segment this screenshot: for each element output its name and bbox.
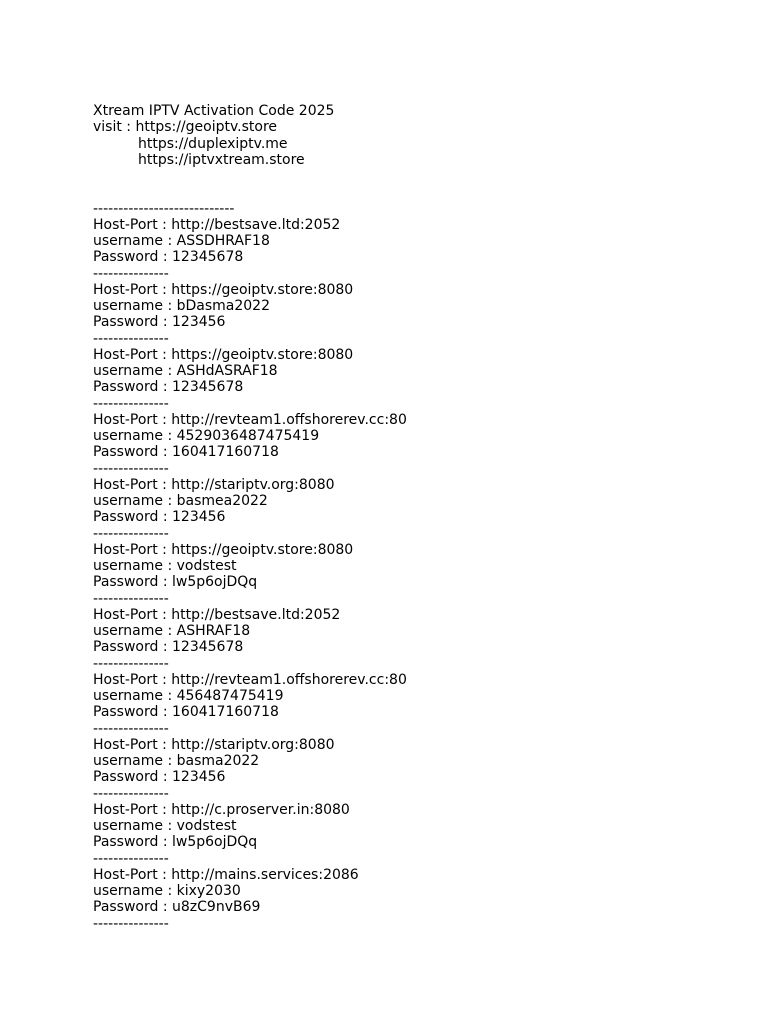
password-line: Password : 123456 (93, 314, 226, 331)
host-port-line: Host-Port : http://revteam1.offshorerev.cc:80 (93, 411, 407, 428)
username-line: username : basmea2022 (93, 493, 268, 509)
host-port-line: Host-Port : http://bestsave.ltd:2052 (93, 216, 341, 233)
host-port-line: Host-Port : http://stariptv.org:8080 (93, 736, 335, 753)
entry-separator: --------------- (93, 265, 169, 282)
username-line: username : ASHRAF18 (93, 623, 251, 639)
password-line: Password : 12345678 (93, 249, 244, 266)
credential-entry (93, 477, 733, 542)
host-port-line: Host-Port : http://stariptv.org:8080 (93, 476, 335, 493)
host-port-line: Host-Port : http://bestsave.ltd:2052 (93, 606, 341, 623)
password-line: Password : u8zC9nvB69 (93, 899, 261, 916)
password-line: Password : 123456 (93, 509, 226, 526)
entry-separator: --------------- (93, 785, 169, 802)
credential-entry (93, 282, 733, 347)
password-line: Password : lw5p6ojDQq (93, 834, 258, 851)
document-page (93, 103, 733, 932)
password-line: Password : 160417160718 (93, 704, 279, 721)
credential-entry (93, 737, 733, 802)
host-port-line: Host-Port : https://geoiptv.store:8080 (93, 346, 354, 363)
username-line: username : kixy2030 (93, 883, 241, 899)
host-port-line: Host-Port : http://c.proserver.in:8080 (93, 801, 350, 818)
entry-separator: --------------- (93, 850, 169, 867)
visit-line[interactable]: visit : https://geoiptv.store (93, 119, 278, 136)
username-line: username : 456487475419 (93, 688, 284, 704)
entry-separator: --------------- (93, 915, 169, 932)
entry-separator: --------------- (93, 330, 169, 347)
entry-separator: --------------- (93, 395, 169, 412)
host-port-line: Host-Port : https://geoiptv.store:8080 (93, 541, 354, 558)
link-duplexiptv[interactable]: https://duplexiptv.me (138, 135, 288, 152)
username-line: username : bDasma2022 (93, 298, 270, 314)
entry-separator: --------------- (93, 525, 169, 542)
credential-entry (93, 607, 733, 672)
username-line: username : basma2022 (93, 753, 260, 769)
credential-entry (93, 412, 733, 477)
host-port-line: Host-Port : http://mains.services:2086 (93, 866, 359, 883)
credential-entry (93, 672, 733, 737)
document-title: Xtream IPTV Activation Code 2025 (93, 103, 335, 119)
password-line: Password : 160417160718 (93, 444, 279, 461)
credential-entry (93, 347, 733, 412)
password-line: Password : 12345678 (93, 379, 244, 396)
username-line: username : ASSDHRAF18 (93, 233, 270, 249)
top-separator: ---------------------------- (93, 200, 235, 217)
host-port-line: Host-Port : https://geoiptv.store:8080 (93, 281, 354, 298)
entry-separator: --------------- (93, 590, 169, 607)
password-line: Password : lw5p6ojDQq (93, 574, 258, 591)
credential-entry (93, 542, 733, 607)
password-line: Password : 123456 (93, 769, 226, 786)
username-line: username : vodstest (93, 818, 237, 834)
entry-separator: --------------- (93, 655, 169, 672)
entry-separator: --------------- (93, 460, 169, 477)
password-line: Password : 12345678 (93, 639, 244, 656)
username-line: username : vodstest (93, 558, 237, 574)
host-port-line: Host-Port : http://revteam1.offshorerev.cc:80 (93, 671, 407, 688)
link-iptvxtream[interactable]: https://iptvxtream.store (138, 151, 305, 168)
entry-separator: --------------- (93, 720, 169, 737)
credential-entry (93, 867, 733, 932)
spacer (93, 168, 733, 201)
username-line: username : ASHdASRAF18 (93, 363, 278, 379)
credential-entry (93, 217, 733, 282)
username-line: username : 4529036487475419 (93, 428, 320, 444)
credential-entry (93, 802, 733, 867)
